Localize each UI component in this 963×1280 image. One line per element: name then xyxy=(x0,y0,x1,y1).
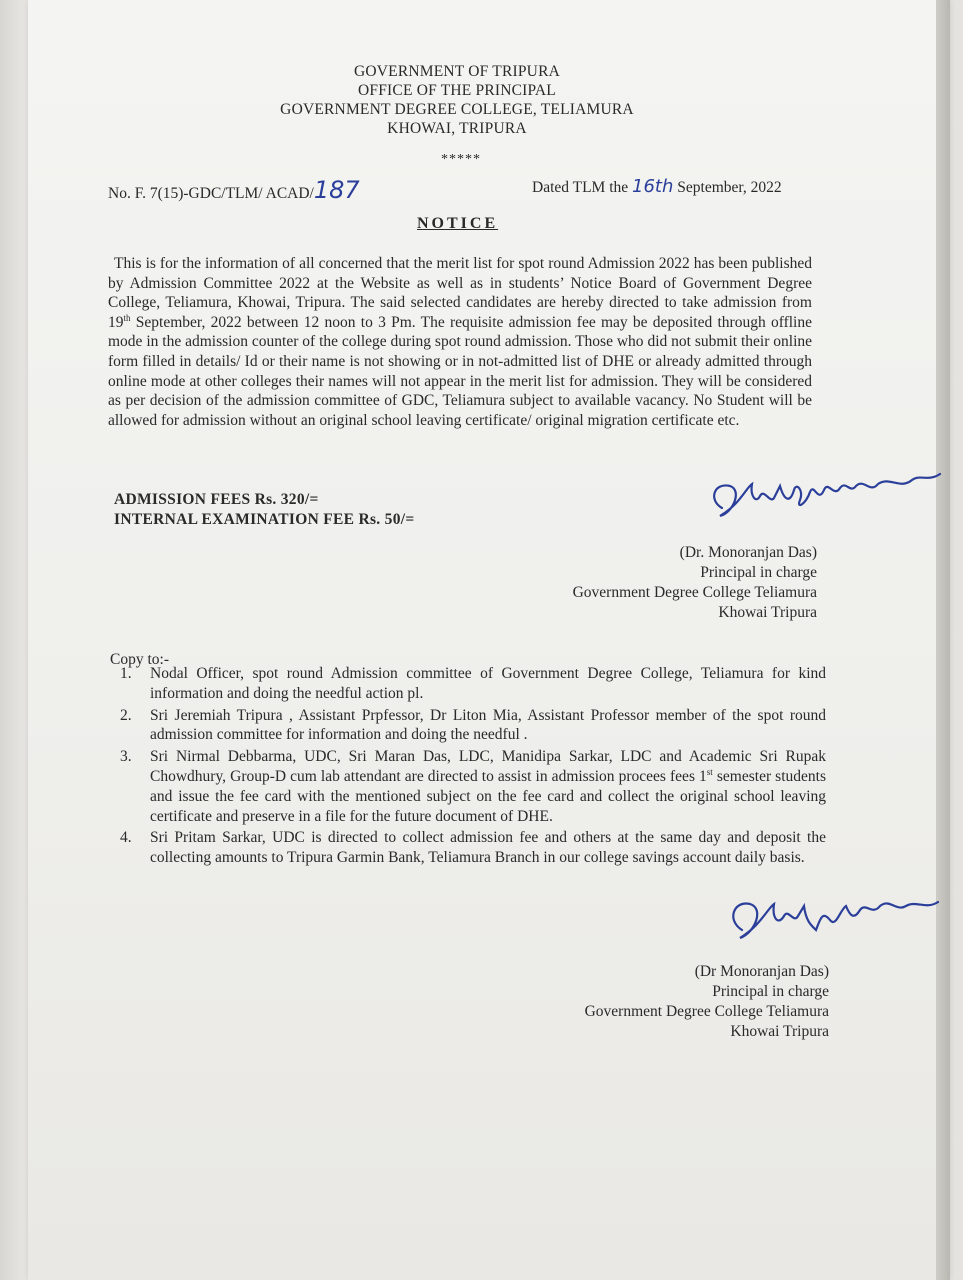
reference-prefix: No. F. 7(15)-GDC/TLM/ ACAD/ xyxy=(108,185,314,202)
copy-to-title: Copy to:- xyxy=(110,651,169,668)
signatory-org: Government Degree College Teliamura xyxy=(572,584,817,601)
signatory-name: (Dr Monoranjan Das) xyxy=(694,963,829,980)
notice-body-sup: th xyxy=(123,312,131,323)
signature-block-2 xyxy=(500,962,829,1042)
handwritten-signature-1 xyxy=(700,460,950,540)
date-suffix: September, 2022 xyxy=(677,179,782,196)
notice-body-part1: This is for the information of all concerned that the merit list for spot round Admission 2022 has been published by Admission Committee 2022 at the Website as well as in students’ Notice Board of Government Degree College, Teliamura, Khowai, Tripura. The said selected candidates are hereby directed to take admission from 19 xyxy=(108,255,812,331)
notice-body-part2: September, 2022 between 12 noon to 3 Pm. The requisite admission fee may be deposited through offline mode in the admission counter of the college during spot round admission. Those who did not submit their online form filled in details/ Id or their name is not showing or in not-admitted list of DHE or already admitted through online mode at other colleges their names will not appear in the merit list for admission. They will be considered as per decision of the admission committee of GDC, Teliamura subject to available vacancy. No Student will be allowed for admission without an original school leaving certificate/ original migration certificate etc. xyxy=(108,313,812,429)
notice-body xyxy=(108,254,812,430)
signatory-place: Khowai Tripura xyxy=(730,1023,829,1040)
copy-to-list xyxy=(116,664,826,868)
page-edge xyxy=(936,0,950,1280)
internal-exam-fee: INTERNAL EXAMINATION FEE Rs. 50/= xyxy=(114,511,415,528)
handwritten-signature-2 xyxy=(720,880,950,960)
date-prefix: Dated TLM the xyxy=(532,179,629,196)
date-handwritten-day: 16th xyxy=(632,176,674,197)
header-line-3: GOVERNMENT DEGREE COLLEGE, TELIAMURA xyxy=(280,101,634,118)
header-separator: ***** xyxy=(441,152,481,167)
header-line-4: KHOWAI, TRIPURA xyxy=(387,120,527,137)
signatory-title: Principal in charge xyxy=(700,564,817,581)
reference-handwritten-number: 187 xyxy=(313,176,360,204)
header-line-1: GOVERNMENT OF TRIPURA xyxy=(353,63,560,80)
notice-title: NOTICE xyxy=(417,215,499,232)
reference-number xyxy=(108,176,360,204)
fees-block xyxy=(114,490,415,530)
signatory-title: Principal in charge xyxy=(712,983,829,1000)
admission-fee: ADMISSION FEES Rs. 320/= xyxy=(114,491,319,508)
signatory-org: Government Degree College Teliamura xyxy=(584,1003,829,1020)
list-item: 4. Sri Pritam Sarkar, UDC is directed to collect admission fee and others at the same day and deposit the collecting amounts to Tripura Garmin Bank, Teliamura Branch in our college savings account daily basis. xyxy=(120,829,826,867)
header-line-2: OFFICE OF THE PRINCIPAL xyxy=(358,82,556,99)
reference-date xyxy=(532,176,782,197)
list-item: 1. Nodal Officer, spot round Admission committee of Government Degree College, Teliamura for kind information and doing the needful action pl. xyxy=(120,665,826,702)
signature-block-1 xyxy=(500,543,817,623)
list-item: 3. Sri Nirmal Debbarma, UDC, Sri Maran Das, LDC, Manidipa Sarkar, LDC and Academic Sri Rupak Chowdhury, Group-D cum lab attendant are directed to assist in admission procees fees 1st semester students and issue the fee card with the mentioned subject on the fee card and collect the original school leaving certificate and preserve in a file for the future document of DHE. xyxy=(120,748,826,825)
list-item: 2. Sri Jeremiah Tripura , Assistant Prpfessor, Dr Liton Mia, Assistant Professor member of the spot round admission committee for information and doing the needful . xyxy=(120,706,826,744)
signatory-place: Khowai Tripura xyxy=(718,604,817,621)
signatory-name: (Dr. Monoranjan Das) xyxy=(679,544,817,561)
